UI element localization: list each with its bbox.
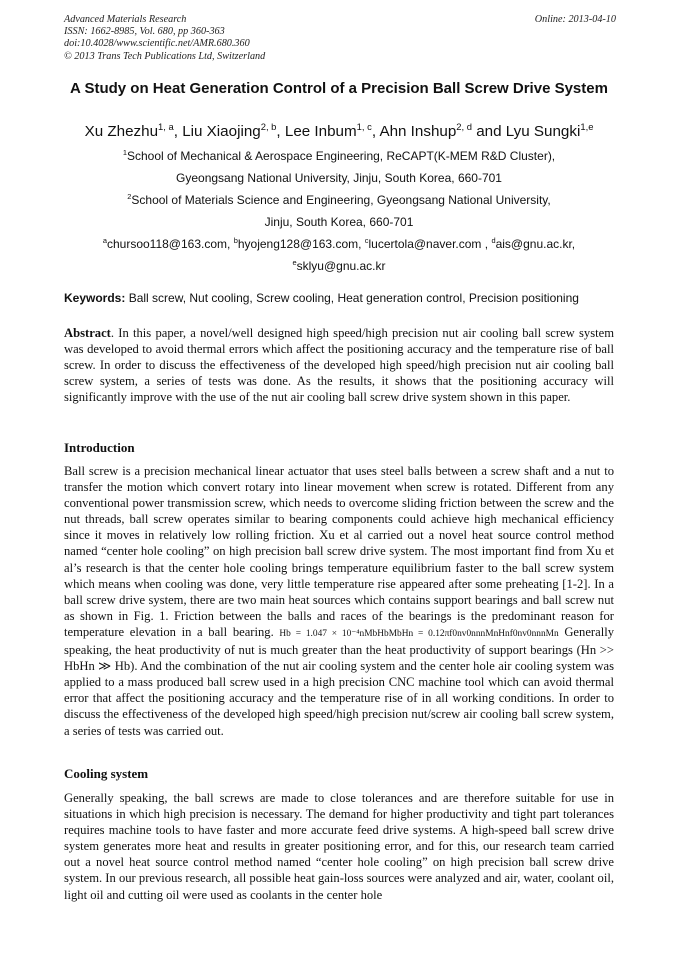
affiliation-2-line-2: Jinju, South Korea, 660-701 xyxy=(264,215,414,229)
affiliation-1-line-2: Gyeongsang National University, Jinju, South Korea, 660-701 xyxy=(176,171,502,185)
introduction-body xyxy=(64,463,614,739)
email-address: hyojeng128@163.com, xyxy=(237,237,362,251)
email-mark: c xyxy=(364,236,369,245)
doi: doi:10.4028/www.scientific.net/AMR.680.360 xyxy=(64,38,250,50)
affiliation-text: School of Materials Science and Engineering, Gyeongsang National University, xyxy=(131,193,551,207)
abstract-text: . In this paper, a novel/well designed high speed/high precision nut air cooling ball screw system was developed to avoid thermal errors which affect the positioning accuracy and the temperature rise of ball screw. In order to discuss the effectiveness of the developed high speed/high precision nut air cooling ball screw system, a series of tests was done. As the results, it shows that the positioning accuracy will significantly improve with the use of the nut air cooling ball screw drive system shown in this paper. xyxy=(64,326,614,405)
page-header xyxy=(64,14,616,63)
issn: ISSN: 1662-8985, Vol. 680, pp 360-363 xyxy=(64,26,225,38)
author-name: Lyu Sungki xyxy=(505,123,581,140)
author-name: Lee Inbum xyxy=(284,123,357,140)
intro-text-after-formula: Generally speaking, the heat productivity of nut is much greater than the heat productivity of support bearings (Hn >> HbHn ≫ Hb). And the combination of the nut air cooling system and the center hole air cooling system was applied to a mass produced ball screw used in a high precision CNC machine tool which can avoid thermal error that affect the positioning accuracy and the temperature rise of in all working conditions. In order to discuss the effectiveness of the developed high speed/high precision nut/screw air cooling ball screw system, a series of tests was carried out. xyxy=(64,624,614,738)
affiliation-text: School of Mechanical & Aerospace Engineering, ReCAPT(K-MEM R&D Cluster), xyxy=(126,149,556,163)
affiliation-2-line-1 xyxy=(0,193,678,208)
email-mark: e xyxy=(292,258,297,267)
email-address: sklyu@gnu.ac.kr xyxy=(296,259,386,273)
author-name: Xu Zhezhu xyxy=(84,123,159,140)
author-name: Ahn Inshup xyxy=(379,123,457,140)
affiliation-mark: 1 xyxy=(122,148,127,157)
email-mark: b xyxy=(233,236,238,245)
paper-title: A Study on Heat Generation Control of a Precision Ball Screw Drive System xyxy=(70,80,608,97)
author-name: Liu Xiaojing xyxy=(182,123,261,140)
online-date: Online: 2013-04-10 xyxy=(534,14,616,25)
journal-name: Advanced Materials Research xyxy=(64,14,187,25)
keywords-text: Ball screw, Nut cooling, Screw cooling, Heat generation control, Precision positioning xyxy=(128,291,579,305)
author-affiliation-mark: 1,e xyxy=(580,120,594,132)
keywords xyxy=(64,291,624,306)
cooling-system-body: Generally speaking, the ball screws are made to close tolerances and are therefore suitable for use in situations in which high precision is necessary. The demand for higher productivity and tight part tolerances requires machine tools to have faster and more accurate feed drive systems. A high-speed ball screw drive system generates more heat and results in greater positioning error, and for this, our research team carried out a novel heat source control method named “center hole cooling” on high precision ball screw drive system. In our previous research, all possible heat gain-loss sources were analyzed and air, water, coolant oil, light oil and cutting oil were used as coolants in the center hole xyxy=(64,791,614,902)
author-affiliation-mark: 1, c xyxy=(356,120,372,132)
affiliation-mark: 2 xyxy=(127,192,132,201)
email-address: lucertola@naver.com , xyxy=(368,237,489,251)
intro-text-before-formula: Ball screw is a precision mechanical linear actuator that uses steel balls between a screw shaft and a nut to transfer the motion which convert rotary into linear movement when screw is rotated. Different from any conventional power transmission screw, which needs to overcome sliding friction between the screw and the nut threads, ball screw operates similar to bearing components could achieve high mechanical efficiency since it moves in relatively low rolling friction. Xu et al carried out a novel heat source control method named “center hole cooling” on high precision ball screw drive system. The most important find from Xu et al’s research is that the center hole cooling brings temperature equilibrium faster to the ball screw system which means when cooling was done, very little temperature rise appeared after some preheating [1-2]. In a ball screw drive system, there are two main heat sources which contains support bearings and ball screw nut as shown in Fig. 1. Friction between the balls and races of the bearings is the predominant reason for temperature elevation in a ball bearing. xyxy=(64,464,614,639)
copyright: © 2013 Trans Tech Publications Ltd, Switzerland xyxy=(64,50,266,62)
author-list: Xu Zhezhu$^{1, a}$, Liu Xiaojing$^{2, b}$, Lee Inbum$^{1, c}$, Ahn Inshup$^{2, d}$ and Lyu Sungki$^{1,e}$ xyxy=(84,120,594,140)
author-affiliation-mark: 1, a xyxy=(158,120,174,132)
author-affiliation-mark: 2, d xyxy=(456,120,472,132)
email-address: chursoo118@163.com, xyxy=(106,237,231,251)
affiliation-1-line-1 xyxy=(0,149,678,164)
email-line-1 xyxy=(0,237,678,252)
cooling-system-heading: Cooling system xyxy=(64,766,149,781)
introduction-heading: Introduction xyxy=(64,440,135,455)
author-affiliation-mark: 2, b xyxy=(260,120,277,132)
abstract-label: Abstract xyxy=(64,326,111,340)
email-address: ais@gnu.ac.kr, xyxy=(495,237,576,251)
keywords-label: Keywords: xyxy=(64,291,126,305)
abstract xyxy=(64,325,614,405)
email-line-2 xyxy=(0,259,678,274)
email-mark: d xyxy=(491,236,496,245)
email-mark: a xyxy=(102,236,107,245)
heat-formula: Hb = 1.047 × 10⁻⁴nMbHbMbHn = 0.12πf0nv0nnnMnHnf0nv0nnnMn xyxy=(279,628,559,639)
